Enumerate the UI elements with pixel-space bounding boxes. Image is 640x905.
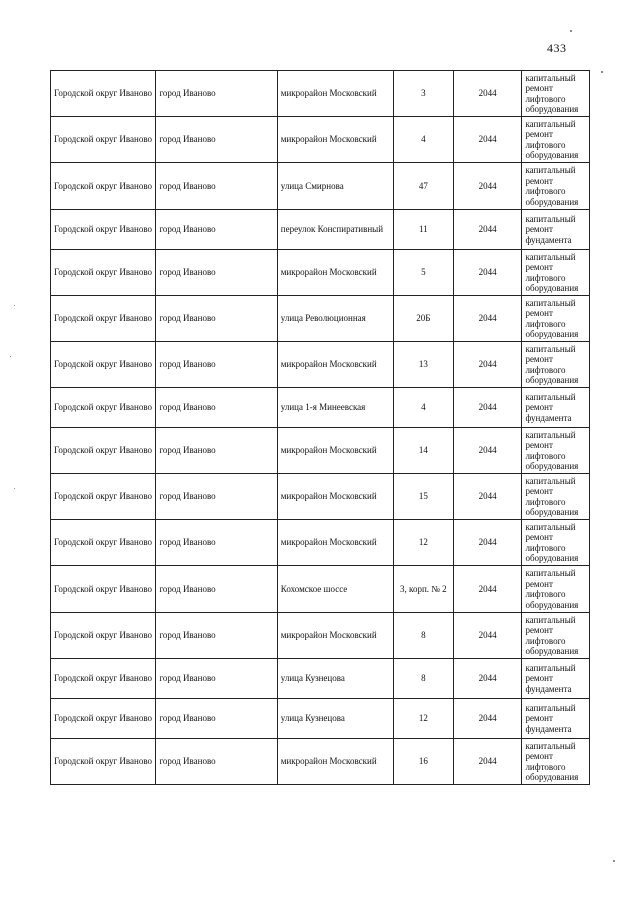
scan-speck [601,71,603,73]
table-row [51,520,590,566]
house-cell: 15 [393,474,453,520]
street-cell: микрорайон Московский [277,428,393,474]
table-row [51,566,590,613]
year-cell: 2044 [453,739,522,785]
scan-speck [14,488,15,489]
street-cell: микрорайон Московский [277,71,393,117]
work-type-cell: капитальный ремонт лифтового оборудования [522,296,590,342]
capital-repair-table [50,70,590,785]
work-type-cell: капитальный ремонт фундамента [522,388,590,428]
scan-speck [14,305,15,306]
city-cell: город Иваново [156,613,277,659]
city-cell: город Иваново [156,388,277,428]
street-cell: микрорайон Московский [277,117,393,163]
city-cell: город Иваново [156,250,277,296]
house-cell: 4 [393,388,453,428]
city-cell: город Иваново [156,699,277,739]
street-cell: улица 1-я Минеевская [277,388,393,428]
district-cell: Городской округ Иваново [51,520,156,566]
house-cell: 3, корп. № 2 [393,566,453,613]
house-cell: 5 [393,250,453,296]
work-type-cell: капитальный ремонт лифтового оборудования [522,71,590,117]
year-cell: 2044 [453,659,522,699]
year-cell: 2044 [453,699,522,739]
table-row [51,210,590,250]
table-row [51,71,590,117]
work-type-cell: капитальный ремонт лифтового оборудования [522,342,590,388]
street-cell: улица Кузнецова [277,659,393,699]
table-row [51,117,590,163]
street-cell: улица Кузнецова [277,699,393,739]
district-cell: Городской округ Иваново [51,659,156,699]
house-cell: 8 [393,613,453,659]
district-cell: Городской округ Иваново [51,210,156,250]
street-cell: микрорайон Московский [277,520,393,566]
district-cell: Городской округ Иваново [51,566,156,613]
district-cell: Городской округ Иваново [51,613,156,659]
house-cell: 14 [393,428,453,474]
year-cell: 2044 [453,210,522,250]
district-cell: Городской округ Иваново [51,163,156,210]
work-type-cell: капитальный ремонт лифтового оборудования [522,428,590,474]
street-cell: улица Смирнова [277,163,393,210]
city-cell: город Иваново [156,739,277,785]
work-type-cell: капитальный ремонт лифтового оборудования [522,163,590,210]
year-cell: 2044 [453,163,522,210]
city-cell: город Иваново [156,117,277,163]
table-row [51,296,590,342]
district-cell: Городской округ Иваново [51,296,156,342]
work-type-cell: капитальный ремонт фундамента [522,659,590,699]
work-type-cell: капитальный ремонт лифтового оборудования [522,613,590,659]
year-cell: 2044 [453,342,522,388]
district-cell: Городской округ Иваново [51,474,156,520]
year-cell: 2044 [453,428,522,474]
work-type-cell: капитальный ремонт фундамента [522,210,590,250]
city-cell: город Иваново [156,428,277,474]
city-cell: город Иваново [156,210,277,250]
city-cell: город Иваново [156,296,277,342]
street-cell: Кохомское шоссе [277,566,393,613]
house-cell: 8 [393,659,453,699]
year-cell: 2044 [453,613,522,659]
year-cell: 2044 [453,566,522,613]
district-cell: Городской округ Иваново [51,388,156,428]
year-cell: 2044 [453,388,522,428]
house-cell: 4 [393,117,453,163]
table-row [51,342,590,388]
table-row [51,739,590,785]
year-cell: 2044 [453,250,522,296]
house-cell: 11 [393,210,453,250]
work-type-cell: капитальный ремонт лифтового оборудования [522,474,590,520]
district-cell: Городской округ Иваново [51,250,156,296]
city-cell: город Иваново [156,520,277,566]
street-cell: микрорайон Московский [277,342,393,388]
page-number: 433 [547,41,567,55]
house-cell: 3 [393,71,453,117]
city-cell: город Иваново [156,342,277,388]
year-cell: 2044 [453,520,522,566]
city-cell: город Иваново [156,659,277,699]
scan-speck [570,30,572,32]
work-type-cell: капитальный ремонт лифтового оборудования [522,117,590,163]
street-cell: микрорайон Московский [277,250,393,296]
street-cell: улица Революционная [277,296,393,342]
table-row [51,699,590,739]
year-cell: 2044 [453,117,522,163]
city-cell: город Иваново [156,566,277,613]
table-row [51,250,590,296]
table-row [51,659,590,699]
table-row [51,474,590,520]
work-type-cell: капитальный ремонт лифтового оборудования [522,566,590,613]
work-type-cell: капитальный ремонт фундамента [522,699,590,739]
district-cell: Городской округ Иваново [51,71,156,117]
house-cell: 13 [393,342,453,388]
street-cell: переулок Конспиративный [277,210,393,250]
street-cell: микрорайон Московский [277,739,393,785]
work-type-cell: капитальный ремонт лифтового оборудования [522,250,590,296]
scan-speck [10,356,11,357]
table-row [51,163,590,210]
city-cell: город Иваново [156,163,277,210]
year-cell: 2044 [453,474,522,520]
table-row [51,428,590,474]
work-type-cell: капитальный ремонт лифтового оборудования [522,520,590,566]
house-cell: 47 [393,163,453,210]
district-cell: Городской округ Иваново [51,428,156,474]
year-cell: 2044 [453,296,522,342]
district-cell: Городской округ Иваново [51,699,156,739]
street-cell: микрорайон Московский [277,474,393,520]
house-cell: 12 [393,699,453,739]
district-cell: Городской округ Иваново [51,739,156,785]
district-cell: Городской округ Иваново [51,342,156,388]
city-cell: город Иваново [156,474,277,520]
year-cell: 2044 [453,71,522,117]
district-cell: Городской округ Иваново [51,117,156,163]
house-cell: 12 [393,520,453,566]
table-row [51,388,590,428]
work-type-cell: капитальный ремонт лифтового оборудования [522,739,590,785]
city-cell: город Иваново [156,71,277,117]
house-cell: 16 [393,739,453,785]
house-cell: 20Б [393,296,453,342]
street-cell: микрорайон Московский [277,613,393,659]
scan-speck [613,860,615,862]
table-row [51,613,590,659]
